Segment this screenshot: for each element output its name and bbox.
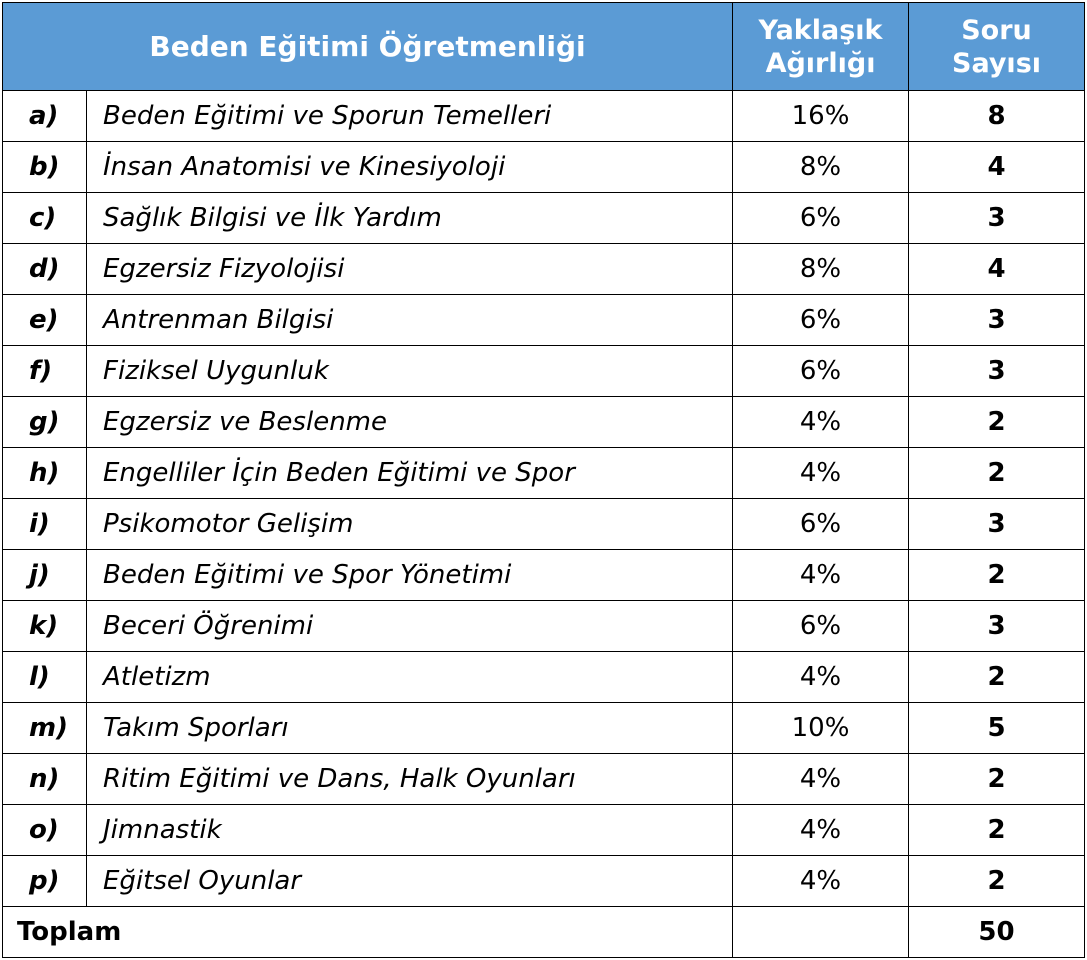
table-row bbox=[3, 295, 1085, 346]
row-subject: Takım Sporları bbox=[87, 703, 733, 754]
row-letter: m) bbox=[3, 703, 87, 754]
row-weight: 4% bbox=[733, 448, 909, 499]
row-letter: j) bbox=[3, 550, 87, 601]
exam-distribution-table bbox=[2, 2, 1085, 958]
row-subject: Jimnastik bbox=[87, 805, 733, 856]
row-weight: 4% bbox=[733, 550, 909, 601]
row-subject: İnsan Anatomisi ve Kinesiyoloji bbox=[87, 142, 733, 193]
table-row bbox=[3, 805, 1085, 856]
count-column-header bbox=[909, 3, 1085, 91]
row-letter: o) bbox=[3, 805, 87, 856]
row-weight: 6% bbox=[733, 295, 909, 346]
table-row bbox=[3, 193, 1085, 244]
row-subject: Ritim Eğitimi ve Dans, Halk Oyunları bbox=[87, 754, 733, 805]
row-subject: Egzersiz ve Beslenme bbox=[87, 397, 733, 448]
total-count: 50 bbox=[909, 907, 1085, 958]
weight-header-line1: Yaklaşık bbox=[758, 14, 883, 46]
header-row bbox=[3, 3, 1085, 91]
row-subject: Psikomotor Gelişim bbox=[87, 499, 733, 550]
row-weight: 6% bbox=[733, 499, 909, 550]
row-weight: 4% bbox=[733, 397, 909, 448]
total-weight-empty bbox=[733, 907, 909, 958]
row-letter: d) bbox=[3, 244, 87, 295]
table-row bbox=[3, 652, 1085, 703]
table-row bbox=[3, 499, 1085, 550]
row-count: 4 bbox=[909, 244, 1085, 295]
row-count: 4 bbox=[909, 142, 1085, 193]
row-letter: f) bbox=[3, 346, 87, 397]
row-weight: 16% bbox=[733, 91, 909, 142]
row-weight: 4% bbox=[733, 856, 909, 907]
row-subject: Antrenman Bilgisi bbox=[87, 295, 733, 346]
table-row bbox=[3, 91, 1085, 142]
table-row bbox=[3, 397, 1085, 448]
row-weight: 4% bbox=[733, 754, 909, 805]
count-header-line2: Sayısı bbox=[952, 47, 1042, 79]
row-letter: a) bbox=[3, 91, 87, 142]
row-weight: 8% bbox=[733, 244, 909, 295]
row-letter: l) bbox=[3, 652, 87, 703]
row-count: 3 bbox=[909, 499, 1085, 550]
count-header-line1: Soru bbox=[961, 14, 1032, 46]
row-letter: i) bbox=[3, 499, 87, 550]
table-row bbox=[3, 856, 1085, 907]
table-row bbox=[3, 244, 1085, 295]
row-weight: 10% bbox=[733, 703, 909, 754]
row-count: 2 bbox=[909, 856, 1085, 907]
table-row bbox=[3, 550, 1085, 601]
row-weight: 6% bbox=[733, 601, 909, 652]
row-subject: Beden Eğitimi ve Spor Yönetimi bbox=[87, 550, 733, 601]
row-count: 3 bbox=[909, 601, 1085, 652]
row-count: 3 bbox=[909, 193, 1085, 244]
row-subject: Atletizm bbox=[87, 652, 733, 703]
table-body bbox=[3, 91, 1085, 907]
row-letter: b) bbox=[3, 142, 87, 193]
row-subject: Eğitsel Oyunlar bbox=[87, 856, 733, 907]
row-count: 3 bbox=[909, 295, 1085, 346]
table-row bbox=[3, 142, 1085, 193]
row-subject: Fiziksel Uygunluk bbox=[87, 346, 733, 397]
table-row bbox=[3, 346, 1085, 397]
table-row bbox=[3, 754, 1085, 805]
row-weight: 4% bbox=[733, 652, 909, 703]
row-letter: n) bbox=[3, 754, 87, 805]
total-label: Toplam bbox=[3, 907, 733, 958]
row-count: 2 bbox=[909, 448, 1085, 499]
row-subject: Egzersiz Fizyolojisi bbox=[87, 244, 733, 295]
table-row bbox=[3, 448, 1085, 499]
table-row bbox=[3, 703, 1085, 754]
row-letter: k) bbox=[3, 601, 87, 652]
row-letter: h) bbox=[3, 448, 87, 499]
row-subject: Beden Eğitimi ve Sporun Temelleri bbox=[87, 91, 733, 142]
row-count: 3 bbox=[909, 346, 1085, 397]
row-weight: 8% bbox=[733, 142, 909, 193]
table-title: Beden Eğitimi Öğretmenliği bbox=[3, 3, 733, 91]
row-count: 2 bbox=[909, 550, 1085, 601]
row-weight: 6% bbox=[733, 193, 909, 244]
weight-header-line2: Ağırlığı bbox=[765, 47, 876, 79]
table-row bbox=[3, 601, 1085, 652]
row-letter: c) bbox=[3, 193, 87, 244]
row-subject: Beceri Öğrenimi bbox=[87, 601, 733, 652]
row-count: 2 bbox=[909, 754, 1085, 805]
row-weight: 4% bbox=[733, 805, 909, 856]
row-count: 5 bbox=[909, 703, 1085, 754]
row-count: 2 bbox=[909, 397, 1085, 448]
row-weight: 6% bbox=[733, 346, 909, 397]
row-letter: p) bbox=[3, 856, 87, 907]
row-letter: g) bbox=[3, 397, 87, 448]
weight-column-header bbox=[733, 3, 909, 91]
row-subject: Engelliler İçin Beden Eğitimi ve Spor bbox=[87, 448, 733, 499]
row-count: 2 bbox=[909, 652, 1085, 703]
row-count: 8 bbox=[909, 91, 1085, 142]
row-letter: e) bbox=[3, 295, 87, 346]
row-subject: Sağlık Bilgisi ve İlk Yardım bbox=[87, 193, 733, 244]
row-count: 2 bbox=[909, 805, 1085, 856]
total-row bbox=[3, 907, 1085, 958]
